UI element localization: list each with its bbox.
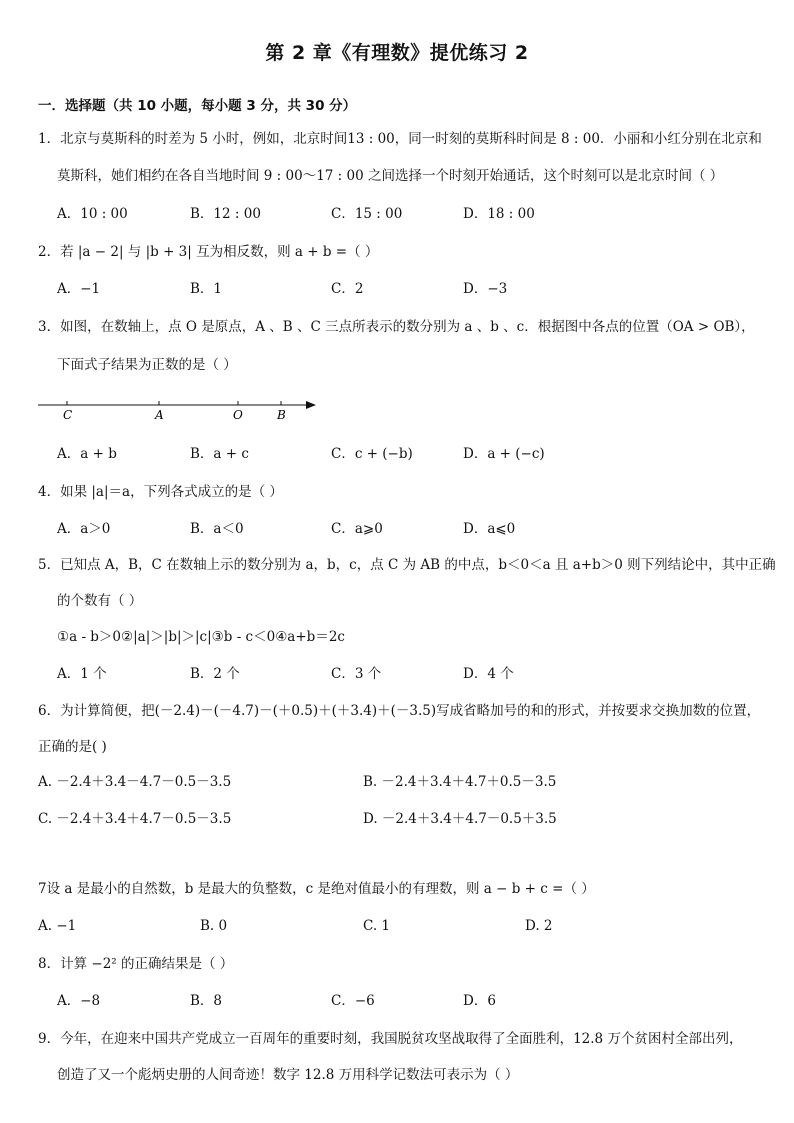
q8-option-b[interactable]: B．8 [190,993,223,1009]
number-line-arrow [306,401,316,409]
label-a: A [155,408,164,422]
q5-option-a[interactable]: A．1 个 [57,666,107,682]
q4-option-d[interactable]: D．a⩽0 [463,521,516,537]
q1-line-1: 1．北京与莫斯科的时差为 5 小时，例如，北京时间13 : 00，同一时刻的莫斯科时间是 8 : 00．小丽和小红分别在北京和 [38,131,762,147]
q4-option-c[interactable]: C．a⩾0 [331,521,383,537]
q3-option-d[interactable]: D．a + (−c) [463,446,545,462]
q6-option-b[interactable]: B. －2.4＋3.4＋4.7＋0.5－3.5 [363,774,557,790]
q4-option-a[interactable]: A．a＞0 [57,521,111,537]
q3-option-b[interactable]: B．a + c [190,446,249,462]
q5-option-d[interactable]: D．4 个 [463,666,514,682]
q9-line-2: 创造了又一个彪炳史册的人间奇迹！数字 12.8 万用科学记数法可表示为（ ） [57,1067,519,1083]
q5-option-b[interactable]: B．2 个 [190,666,240,682]
section-heading: 一．选择题（共 10 小题，每小题 3 分，共 30 分） [38,98,357,114]
q4-line-1: 4．如果 |a|＝a，下列各式成立的是（ ） [38,484,283,500]
q2-option-b[interactable]: B．1 [190,281,223,297]
number-line-figure [38,393,328,423]
q7-option-b[interactable]: B. 0 [200,918,228,934]
q6-line-1: 6．为计算简便，把(－2.4)－(－4.7)－(＋0.5)＋(＋3.4)＋(－3.5)写成省略加号的和的形式，并按要求交换加数的位置， [38,703,761,719]
q5-line-1: 5．已知点 A，B，C 在数轴上示的数分别为 a，b，c，点 C 为 AB 的中点，b＜0＜a 且 a+b＞0 则下列结论中，其中正确 [38,557,776,573]
q9-line-1: 9．今年，在迎来中国共产党成立一百周年的重要时刻，我国脱贫攻坚战取得了全面胜利，12.8 万个贫困村全部出列， [38,1031,743,1047]
q1-option-b[interactable]: B．12 : 00 [190,206,261,222]
q6-option-d[interactable]: D. －2.4＋3.4＋4.7－0.5＋3.5 [363,811,557,827]
q2-option-d[interactable]: D．−3 [463,281,508,297]
q7-option-a[interactable]: A. −1 [38,918,77,934]
q8-option-c[interactable]: C．−6 [331,993,375,1009]
q2-option-a[interactable]: A．−1 [57,281,101,297]
q3-line-1: 3．如图，在数轴上，点 O 是原点，A 、B 、C 三点所表示的数分别为 a 、b 、c．根据图中各点的位置（OA > OB）， [38,319,755,335]
q7-option-d[interactable]: D. 2 [525,918,553,934]
page-title: 第 2 章《有理数》提优练习 2 [265,42,529,64]
q3-line-2: 下面式子结果为正数的是（ ） [57,357,237,373]
q7-option-c[interactable]: C. 1 [363,918,391,934]
q6-option-c[interactable]: C. －2.4＋3.4＋4.7－0.5－3.5 [38,811,232,827]
q8-line-1: 8．计算 −2² 的正确结果是（ ） [38,956,234,972]
q3-option-a[interactable]: A．a + b [57,446,117,462]
q8-option-d[interactable]: D．6 [463,993,496,1009]
q6-line-2: 正确的是( ) [38,739,107,755]
q2-option-c[interactable]: C．2 [331,281,364,297]
q3-option-c[interactable]: C．c + (−b) [331,446,413,462]
q1-option-a[interactable]: A．10 : 00 [57,206,128,222]
label-c: C [63,408,73,422]
q8-option-a[interactable]: A．−8 [57,993,101,1009]
q4-option-b[interactable]: B．a＜0 [190,521,244,537]
q5-statements: ①a - b＞0②|a|＞|b|＞|c|③b - c＜0④a+b＝2c [57,629,345,645]
q2-line-1: 2．若 |a − 2| 与 |b + 3| 互为相反数，则 a + b =（ ） [38,244,379,260]
label-b: B [277,408,286,422]
number-line-svg [38,393,328,423]
q7-line-1: 7设 a 是最小的自然数，b 是最大的负整数，c 是绝对值最小的有理数，则 a − b + c =（ ） [38,881,595,897]
q1-line-2: 莫斯科，她们相约在各自当地时间 9 : 00～17 : 00 之间选择一个时刻开始通话，这个时刻可以是北京时间（ ） [57,168,724,184]
q5-option-c[interactable]: C．3 个 [331,666,382,682]
q1-option-d[interactable]: D．18 : 00 [463,206,535,222]
label-o: O [233,408,243,422]
q1-option-c[interactable]: C．15 : 00 [331,206,403,222]
q6-option-a[interactable]: A. －2.4＋3.4－4.7－0.5－3.5 [38,774,232,790]
q5-line-2: 的个数有（ ） [57,593,143,609]
